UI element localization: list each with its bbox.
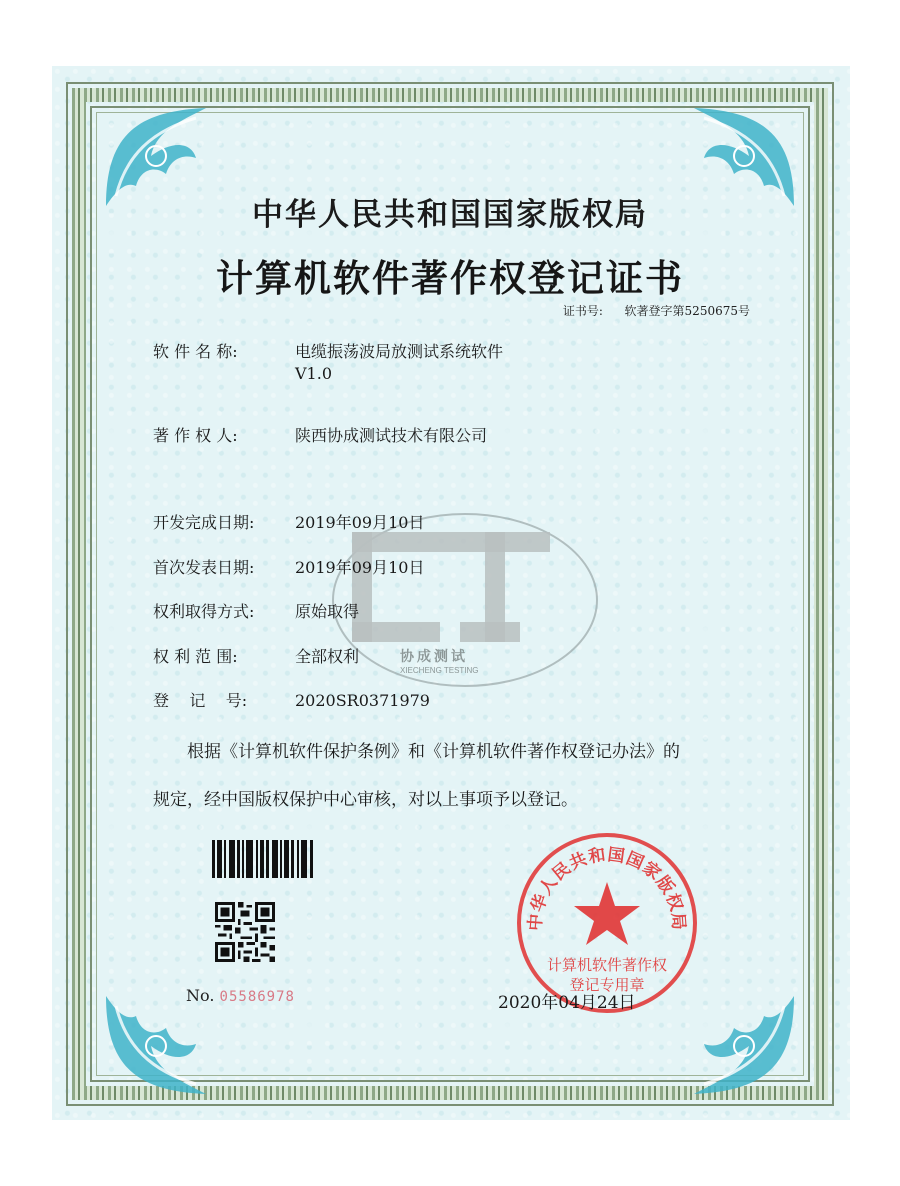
seal-line-2: 登记专用章 [569,976,645,994]
watermark-cn: 协成测试 [400,649,468,665]
statement-line-2: 规定，经中国版权保护中心审核，对以上事项予以登记。 [153,790,578,810]
issue-date: 2020年04月24日 [498,993,636,1013]
certificate-number-label: 证书号: [562,304,603,318]
watermark-en: XIECHENG TESTING [400,666,479,675]
field-label: 权 利 范 围: [153,647,238,666]
field-value: 2019年09月10日 [295,513,425,532]
field-label: 权利取得方式: [153,602,255,621]
barcode [212,840,324,878]
certificate-title: 计算机软件著作权登记证书 [216,256,684,300]
field-value: 2019年09月10日 [295,558,425,577]
field-value-version: V1.0 [295,364,332,383]
field-label: 软 件 名 称: [153,342,238,361]
certificate-number-value: 软著登字第5250675号 [624,304,750,318]
serial-number [186,986,295,1005]
qr-code [215,902,275,962]
serial-prefix: No. [186,986,215,1005]
field-value: 2020SR0371979 [295,691,430,710]
statement-line-1: 根据《计算机软件保护条例》和《计算机软件著作权登记办法》的 [187,742,680,762]
field-rights-scope [153,646,359,668]
field-label: 登 记 号: [153,691,248,710]
field-software-name [153,341,503,385]
seal-ring-text: 中华人民共和国国家版权局 [525,845,689,932]
field-publication-date [153,557,424,579]
field-development-date [153,512,424,534]
certificate-number [563,302,750,319]
seal-line-1: 计算机软件著作权 [546,956,667,974]
field-rights-acquisition [153,601,359,623]
field-label: 著 作 权 人: [153,426,238,445]
serial-value: 05586978 [219,989,295,1005]
field-label: 开发完成日期: [153,513,255,532]
field-copyright-owner [153,425,487,447]
field-value: 原始取得 [295,602,360,621]
issuer-title: 中华人民共和国国家版权局 [252,197,648,233]
field-value: 陕西协成测试技术有限公司 [295,426,488,445]
field-value: 全部权利 [295,647,360,666]
field-value: 电缆振荡波局放测试系统软件 [295,342,504,361]
field-registration-number [153,690,430,712]
company-watermark-logo [330,510,600,690]
field-label: 首次发表日期: [153,558,255,577]
